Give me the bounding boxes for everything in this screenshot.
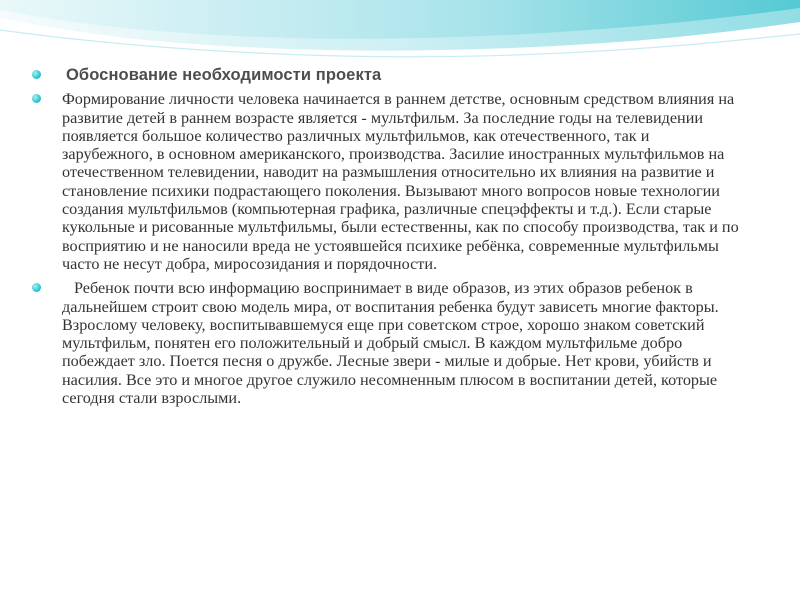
bullet-icon — [32, 70, 41, 79]
slide-title: Обоснование необходимости проекта — [66, 66, 382, 84]
paragraph-text: Ребенок почти всю информацию воспринимает в виде образов, из этих образов ребенок в дальнейшем строит свою модель мира, от воспитания ребенка будут зависеть многие факторы. Взрослому человеку, воспитывавшемуся еще при советском строе, хорошо знаком советский мультфильм, понятен его положительный и добрый смысл. В каждом мультфильме добро побеждает зло. Поется песня о дружбе. Лесные звери - милые и добрые. Нет крови, убийств и насилия. Все это и многое другое служило несомненным плюсом в воспитании детей, которые сегодня стали взрослыми. — [62, 279, 719, 408]
slide-content — [20, 66, 740, 407]
title-row — [20, 66, 740, 84]
paragraph-text: Формирование личности человека начинается в раннем детстве, основным средством влияния на развитие детей в раннем возрасте является - мультфильм. За последние годы на телевидении появляется большое количество различных мультфильмов, как отечественного, так и зарубежного, в основном американского, производства. Засилие иностранных мультфильмов на отечественном телевидении, наводит на размышления относительно их влияния на развитие и становление психики подрастающего поколения. Вызывают много вопросов новые технологии создания мультфильмов (компьютерная графика, различные спецэффекты и т.д.). Если старые кукольные и рисованные мультфильмы, были естественны, как по способу производства, так и по восприятию и не наносили вреда не устоявшейся психике ребёнка, современные мультфильмы часто не несут добра, миросозидания и порядочности. — [62, 90, 739, 273]
paragraph-item — [20, 90, 740, 273]
bullet-icon — [32, 283, 41, 292]
bullet-icon — [32, 94, 41, 103]
top-wave-decoration — [0, 0, 800, 70]
paragraph-item — [20, 279, 740, 407]
